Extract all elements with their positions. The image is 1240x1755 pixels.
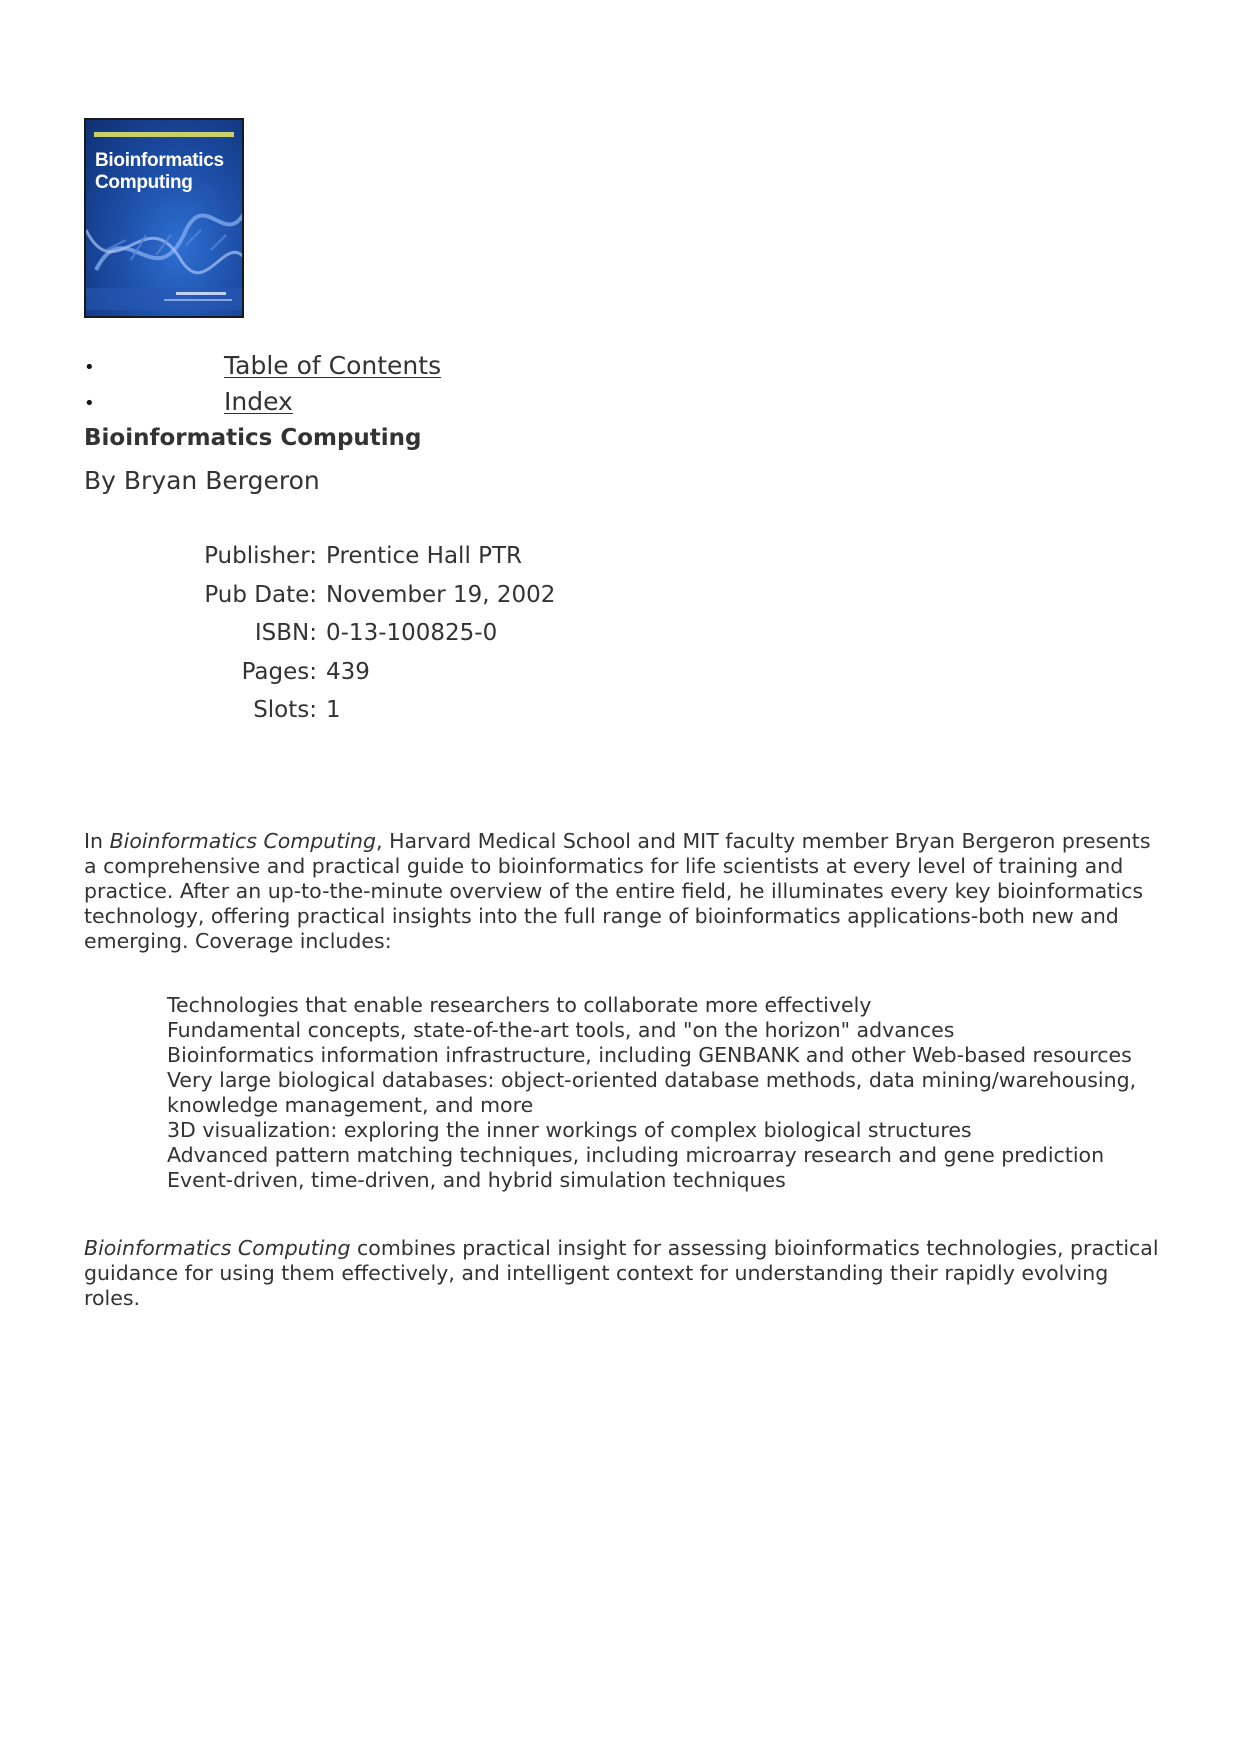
table-of-contents-link[interactable]: Table of Contents (224, 351, 442, 380)
list-item: 3D visualization: exploring the inner workings of complex biological structures (167, 1118, 972, 1142)
cover-author-band (86, 288, 242, 310)
coverage-list (167, 993, 1167, 1193)
meta-label: Pub Date: (204, 581, 317, 608)
cover-top-band (94, 132, 234, 137)
meta-label: Publisher: (204, 543, 317, 569)
meta-value: Prentice Hall PTR (326, 543, 523, 569)
intro-text: , Harvard Medical School and MIT faculty member Bryan Bergeron presents a comprehensive and practical guide to bioinformatics for life scientists at every level of training and practice. After an up-to-the-minute overview of the entire field, he illuminates every key bioinformatics technology, offering practical insights into the full range of bioinformatics applications-both new and emerging. Coverage includes: (84, 829, 1151, 953)
book-cover-image (84, 118, 244, 318)
intro-paragraph (84, 829, 1164, 954)
intro-prefix: In (84, 829, 110, 853)
meta-label: ISBN: (254, 620, 317, 646)
dna-helix-graphic (86, 190, 244, 300)
meta-value: 439 (326, 658, 370, 685)
book-title: Bioinformatics Computing (84, 425, 422, 451)
list-item: Advanced pattern matching techniques, including microarray research and gene prediction (167, 1143, 1105, 1167)
cover-title-line2: Computing (95, 172, 193, 193)
closing-book-title: Bioinformatics Computing (84, 1236, 351, 1260)
index-link[interactable]: Index (224, 387, 293, 416)
list-item: Bioinformatics information infrastructure, including GENBANK and other Web-based resources (167, 1043, 1132, 1067)
meta-value: 1 (326, 697, 341, 723)
meta-value: November 19, 2002 (326, 581, 556, 608)
bullet-icon: • (84, 393, 95, 414)
list-item: Event-driven, time-driven, and hybrid simulation techniques (167, 1168, 786, 1192)
list-item: Fundamental concepts, state-of-the-art tools, and "on the horizon" advances (167, 1018, 955, 1042)
closing-paragraph (84, 1236, 1164, 1311)
list-item: Very large biological databases: object-oriented database methods, data mining/warehousing, knowledge management, and more (167, 1068, 1137, 1117)
intro-book-title: Bioinformatics Computing (109, 829, 377, 853)
list-item: Technologies that enable researchers to collaborate more effectively (167, 993, 872, 1017)
description-intro (84, 829, 1164, 954)
cover-title (95, 150, 240, 194)
author-byline: By Bryan Bergeron (84, 466, 320, 495)
closing-text: combines practical insight for assessing bioinformatics technologies, practical guidance for using them effectively, and intelligent context for understanding their rapidly evolving roles. (84, 1236, 1159, 1310)
bullet-icon: • (84, 357, 95, 378)
meta-label: Pages: (241, 658, 317, 685)
cover-title-line1: Bioinformatics (95, 150, 224, 171)
meta-label: Slots: (253, 697, 317, 723)
meta-value: 0-13-100825-0 (326, 620, 498, 646)
